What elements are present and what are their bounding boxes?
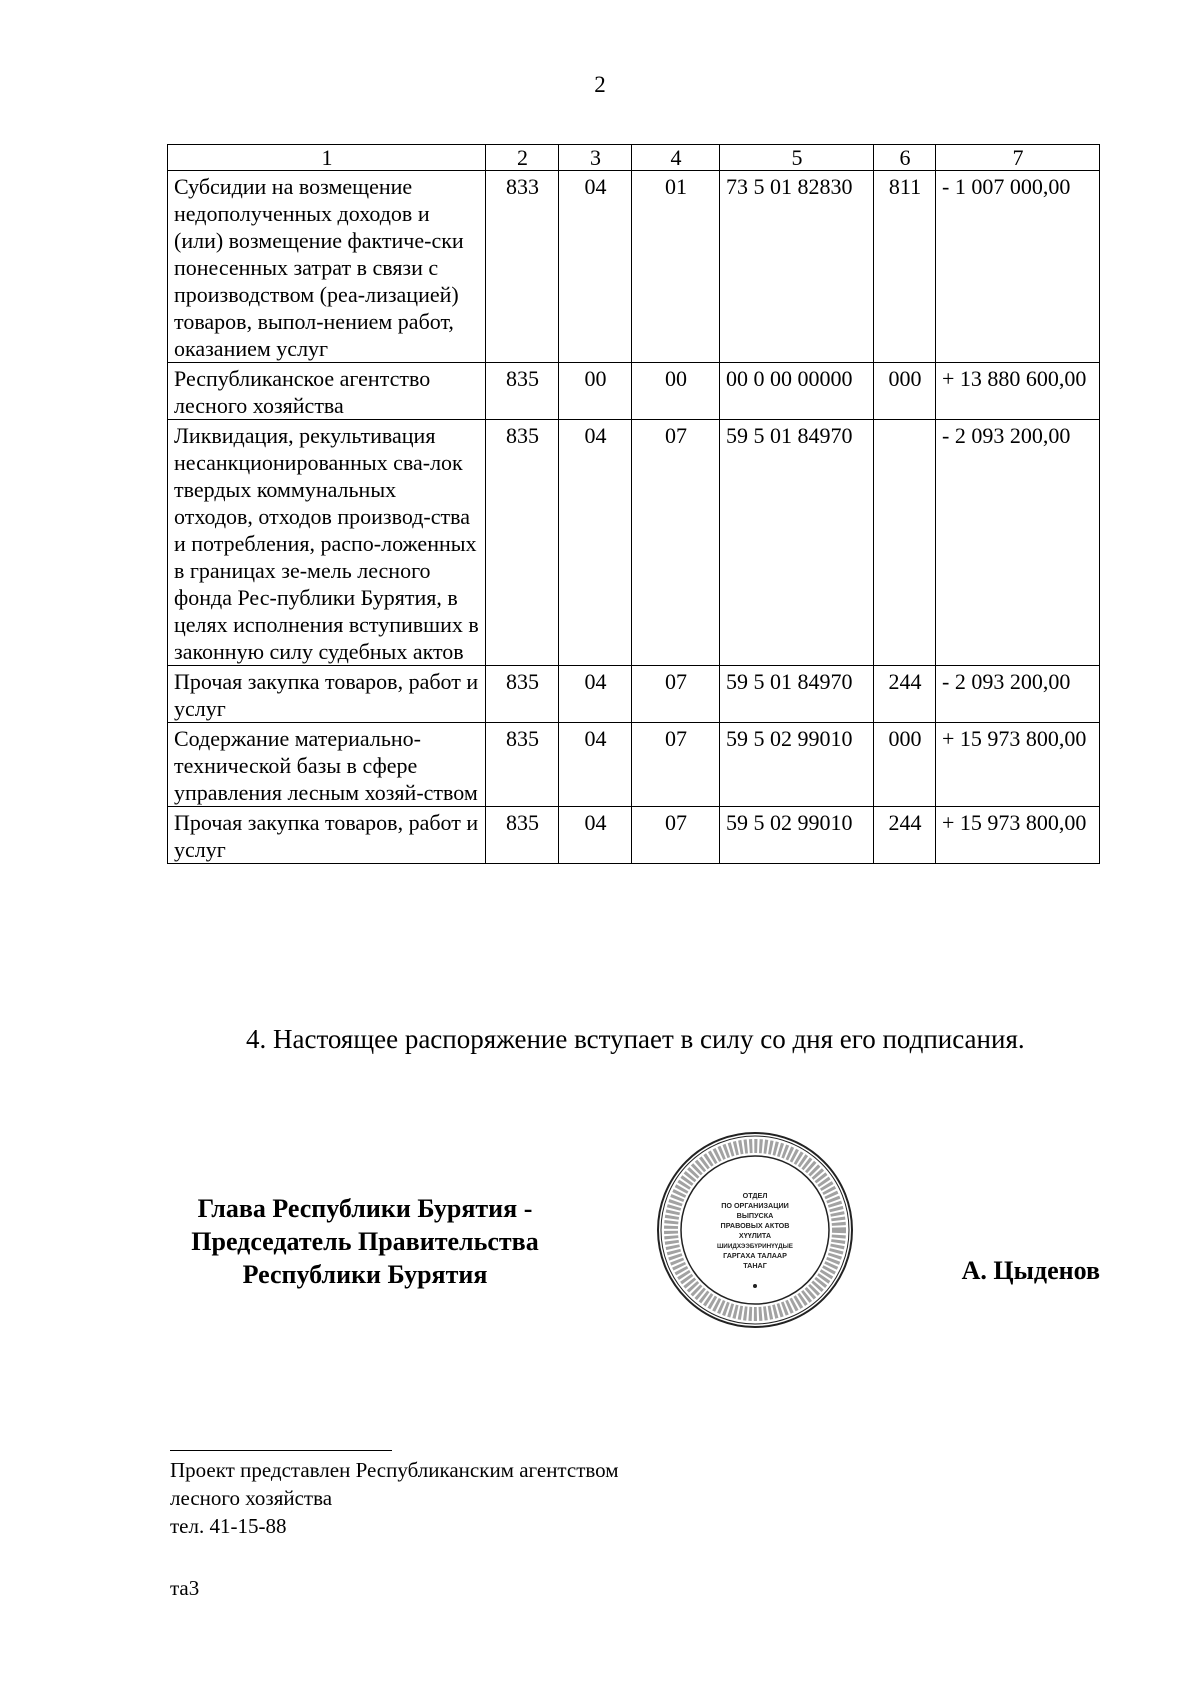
row-code-cell: 59 5 01 84970 bbox=[720, 666, 874, 723]
header-cell: 3 bbox=[559, 145, 632, 171]
row-code-cell: 833 bbox=[486, 171, 559, 363]
seal-text-line: ГАРГАХА ТАЛААР bbox=[723, 1251, 787, 1260]
row-code-cell: 835 bbox=[486, 723, 559, 807]
row-code-cell: 07 bbox=[632, 723, 720, 807]
row-amount-cell: + 15 973 800,00 bbox=[936, 723, 1100, 807]
row-code-cell: 04 bbox=[559, 666, 632, 723]
table-row bbox=[168, 420, 1100, 666]
row-code-cell: 00 bbox=[632, 363, 720, 420]
signer-position-line: Республики Бурятия bbox=[242, 1260, 488, 1289]
signer-position bbox=[165, 1192, 565, 1291]
row-name-cell: Субсидии на возмещение недополученных доходов и (или) возмещение фактиче-ски понесенных затрат в связи с производством (реа-лизацией) товаров, выпол-нением работ, оказанием услуг bbox=[168, 171, 486, 363]
row-code-cell: 000 bbox=[874, 723, 936, 807]
table-row bbox=[168, 723, 1100, 807]
table-header-row bbox=[168, 145, 1100, 171]
row-code-cell: 000 bbox=[874, 363, 936, 420]
table-row bbox=[168, 363, 1100, 420]
row-code-cell: 59 5 01 84970 bbox=[720, 420, 874, 666]
signer-name: А. Цыденов bbox=[961, 1256, 1100, 1285]
row-code-cell: 73 5 01 82830 bbox=[720, 171, 874, 363]
footnote bbox=[170, 1456, 619, 1540]
footnote-line: лесного хозяйства bbox=[170, 1486, 333, 1510]
table-row bbox=[168, 666, 1100, 723]
seal-text-line: ВЫПУСКА bbox=[736, 1211, 774, 1220]
row-code-cell: 59 5 02 99010 bbox=[720, 807, 874, 864]
seal-text-line: ШИИДХЭЭБҮРИНҮҮДЫЕ bbox=[716, 1243, 794, 1250]
executor-initials: та3 bbox=[170, 1576, 200, 1600]
official-seal bbox=[655, 1130, 855, 1330]
row-code-cell: 811 bbox=[874, 171, 936, 363]
signer-position-line: Председатель Правительства bbox=[191, 1227, 539, 1256]
row-code-cell: 244 bbox=[874, 666, 936, 723]
header-cell: 7 bbox=[936, 145, 1100, 171]
signer-position-line: Глава Республики Бурятия - bbox=[197, 1194, 533, 1223]
row-amount-cell: + 13 880 600,00 bbox=[936, 363, 1100, 420]
row-code-cell: 835 bbox=[486, 363, 559, 420]
row-amount-cell: - 1 007 000,00 bbox=[936, 171, 1100, 363]
table-row bbox=[168, 171, 1100, 363]
header-cell: 4 bbox=[632, 145, 720, 171]
row-code-cell: 07 bbox=[632, 666, 720, 723]
seal-text-line: ОТДЕЛ bbox=[742, 1191, 768, 1200]
row-name-cell: Республиканское агентство лесного хозяйства bbox=[168, 363, 486, 420]
footnote-line: тел. 41-15-88 bbox=[170, 1514, 287, 1538]
row-code-cell: 01 bbox=[632, 171, 720, 363]
seal-text-line: ПО ОРГАНИЗАЦИИ bbox=[721, 1201, 789, 1210]
row-code-cell: 00 bbox=[559, 363, 632, 420]
row-name-cell: Содержание материально-технической базы в сфере управления лесным хозяй-ством bbox=[168, 723, 486, 807]
row-code-cell: 835 bbox=[486, 420, 559, 666]
seal-text-line: ХҮҮЛИТА bbox=[738, 1231, 772, 1240]
row-code-cell bbox=[874, 420, 936, 666]
row-code-cell: 04 bbox=[559, 420, 632, 666]
row-code-cell: 00 0 00 00000 bbox=[720, 363, 874, 420]
row-amount-cell: + 15 973 800,00 bbox=[936, 807, 1100, 864]
row-code-cell: 07 bbox=[632, 807, 720, 864]
row-code-cell: 04 bbox=[559, 807, 632, 864]
footnote-line: Проект представлен Республиканским агентством bbox=[170, 1458, 619, 1482]
header-cell: 1 bbox=[168, 145, 486, 171]
row-name-cell: Ликвидация, рекультивация несанкционированных сва-лок твердых коммунальных отходов, отходов производ-ства и потребления, распо-ложенных в границах зе-мель лесного фонда Рес-публики Бурятия, в целях исполнения вступивших в законную силу судебных актов bbox=[168, 420, 486, 666]
row-code-cell: 835 bbox=[486, 666, 559, 723]
header-cell: 6 bbox=[874, 145, 936, 171]
row-code-cell: 04 bbox=[559, 723, 632, 807]
row-amount-cell: - 2 093 200,00 bbox=[936, 420, 1100, 666]
row-amount-cell: - 2 093 200,00 bbox=[936, 666, 1100, 723]
row-code-cell: 835 bbox=[486, 807, 559, 864]
row-name-cell: Прочая закупка товаров, работ и услуг bbox=[168, 807, 486, 864]
seal-text-line: ПРАВОВЫХ АКТОВ bbox=[720, 1221, 790, 1230]
table-row bbox=[168, 807, 1100, 864]
header-cell: 5 bbox=[720, 145, 874, 171]
row-name-cell: Прочая закупка товаров, работ и услуг bbox=[168, 666, 486, 723]
budget-table bbox=[167, 144, 1100, 864]
clause-text: 4. Настоящее распоряжение вступает в силу со дня его подписания. bbox=[246, 1024, 1025, 1054]
row-code-cell: 07 bbox=[632, 420, 720, 666]
header-cell: 2 bbox=[486, 145, 559, 171]
row-code-cell: 04 bbox=[559, 171, 632, 363]
page-number: 2 bbox=[594, 72, 606, 97]
footnote-divider bbox=[170, 1450, 392, 1451]
row-code-cell: 59 5 02 99010 bbox=[720, 723, 874, 807]
seal-text-line: ТАНАГ bbox=[743, 1261, 767, 1270]
row-code-cell: 244 bbox=[874, 807, 936, 864]
